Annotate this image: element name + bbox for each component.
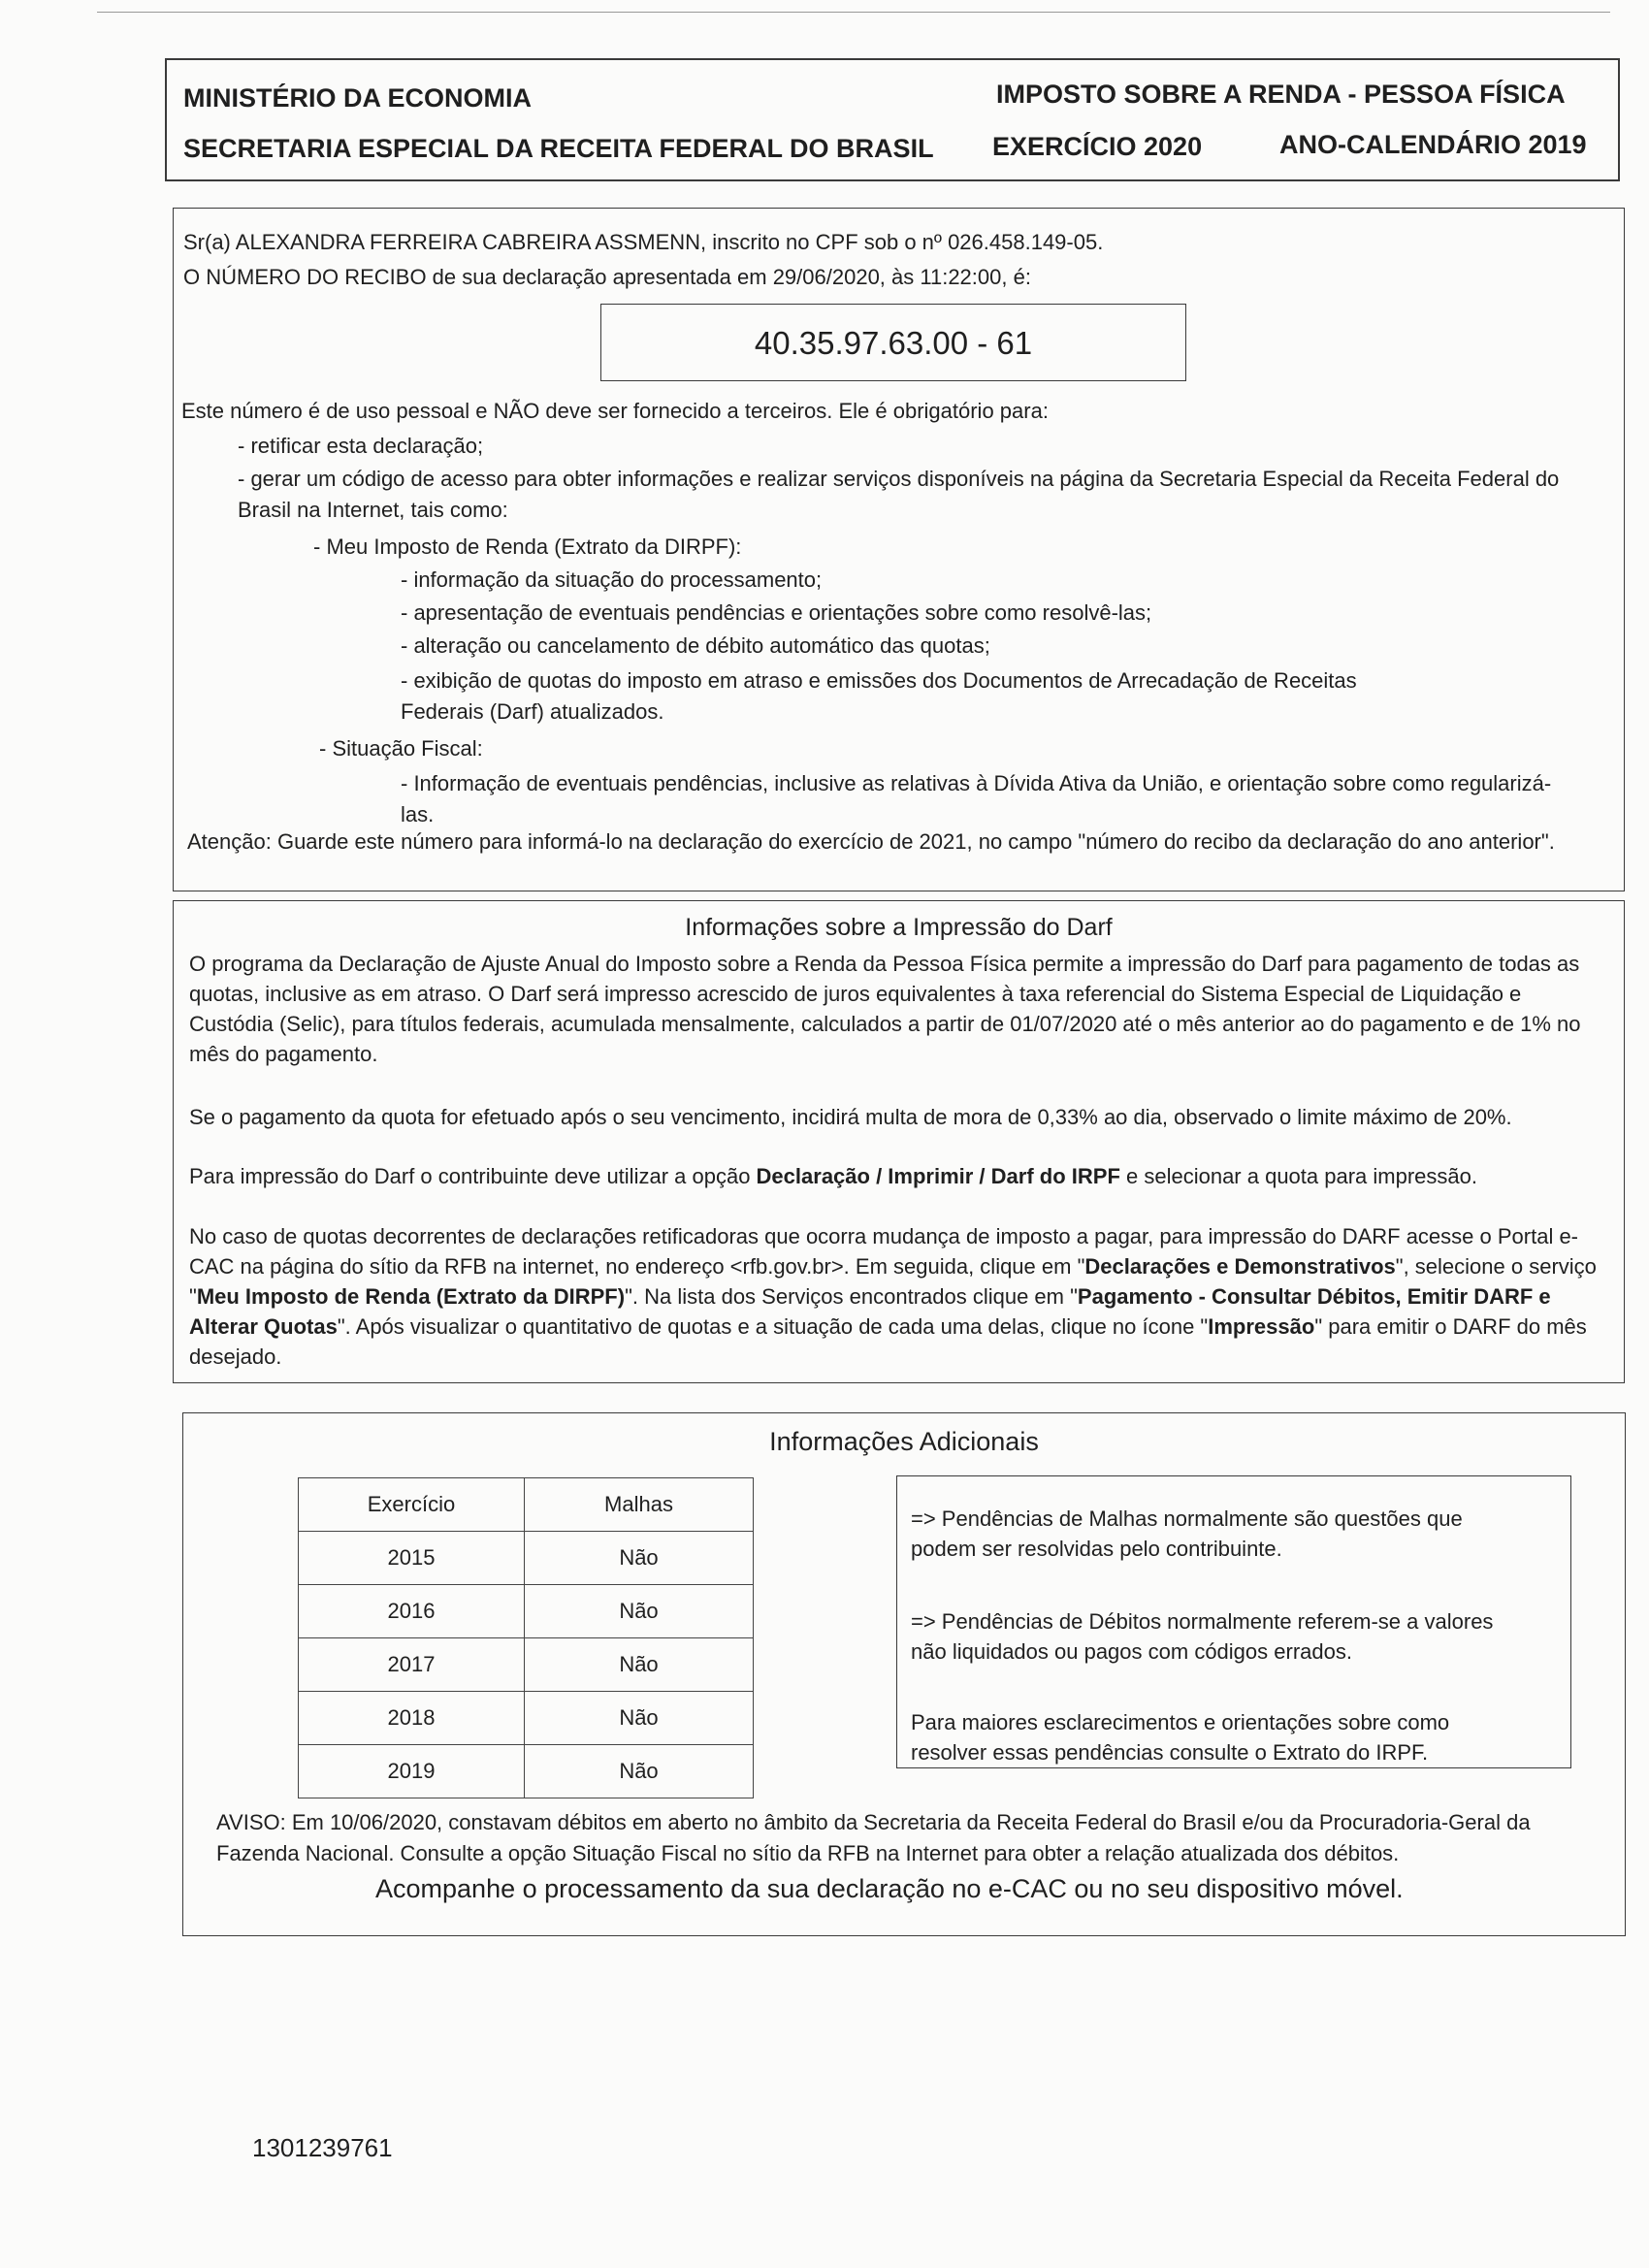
darf-p4-line xyxy=(189,1281,1597,1312)
personal-use-warning: Este número é de uso pessoal e NÃO deve ser fornecido a terceiros. Ele é obrigatório para: xyxy=(181,399,1049,423)
table-cell: 2017 xyxy=(299,1638,525,1692)
darf-p3-text: Para impressão do Darf o contribuinte deve utilizar a opção xyxy=(189,1164,757,1188)
darf-p1-line: mês do pagamento. xyxy=(189,1042,378,1066)
malhas-table xyxy=(298,1477,754,1798)
item-situacao-fiscal: - Situação Fiscal: xyxy=(319,736,483,761)
table-row xyxy=(299,1745,754,1798)
darf-paragraph-3 xyxy=(189,1161,1477,1191)
darf-p4-text: ". Na lista dos Serviços encontrados clique em " xyxy=(625,1284,1078,1309)
darf-paragraph-1 xyxy=(189,949,1620,1069)
darf-p1-line: Custódia (Selic), para títulos federais, acumulada mensalmente, calculados a partir de 01/07/2020 até o mês anterior ao do pagamento e de 1% no xyxy=(189,1012,1581,1036)
notice-line: AVISO: Em 10/06/2020, constavam débitos em aberto no âmbito da Secretaria da Receita Federal do Brasil e/ou da Procuradoria-Geral da xyxy=(216,1810,1531,1834)
darf-p1-line: O programa da Declaração de Ajuste Anual do Imposto sobre a Renda da Pessoa Física permite a impressão do Darf para pagamento de todas as xyxy=(189,952,1580,976)
darf-p4-text: " para emitir o DARF do mês xyxy=(1314,1314,1587,1339)
calendar-year-label: ANO-CALENDÁRIO 2019 xyxy=(1279,130,1587,159)
attention-note: Atenção: Guarde este número para informá-lo na declaração do exercício de 2021, no campo "número do recibo da declaração do ano anterior". xyxy=(187,829,1555,854)
secretariat-title: SECRETARIA ESPECIAL DA RECEITA FEDERAL DO BRASIL xyxy=(183,134,934,163)
darf-p4-bold: Meu Imposto de Renda (Extrato da DIRPF) xyxy=(196,1284,626,1309)
table-row xyxy=(299,1585,754,1638)
table-cell: 2019 xyxy=(299,1745,525,1798)
receipt-intro-line: O NÚMERO DO RECIBO de sua declaração apresentada em 29/06/2020, às 11:22:00, é: xyxy=(183,265,1031,289)
receipt-number: 40.35.97.63.00 - 61 xyxy=(754,325,1033,361)
additional-info-title: Informações Adicionais xyxy=(769,1427,1039,1456)
note-malhas xyxy=(911,1504,1463,1564)
table-cell: Não xyxy=(525,1585,754,1638)
notice-line: Fazenda Nacional. Consulte a opção Situação Fiscal no sítio da RFB na Internet para obter a relação atualizada dos débitos. xyxy=(216,1841,1400,1865)
debt-notice xyxy=(216,1807,1531,1869)
darf-p4-line xyxy=(189,1251,1597,1281)
note-esclarecimentos xyxy=(911,1707,1449,1767)
darf-p4-line: No caso de quotas decorrentes de declarações retificadoras que ocorra mudança de imposto a pagar, para impressão do DARF acesse o Portal e- xyxy=(189,1224,1579,1248)
darf-p3-text: e selecionar a quota para impressão. xyxy=(1119,1164,1477,1188)
ministry-title: MINISTÉRIO DA ECONOMIA xyxy=(183,83,533,113)
table-row xyxy=(299,1638,754,1692)
table-row xyxy=(299,1532,754,1585)
taxpayer-line: Sr(a) ALEXANDRA FERREIRA CABREIRA ASSMENN, inscrito no CPF sob o nº 026.458.149-05. xyxy=(183,230,1104,254)
darf-p4-bold: Declarações e Demonstrativos xyxy=(1084,1254,1396,1279)
darf-p4-bold: Pagamento - Consultar Débitos, Emitir DARF xyxy=(1077,1284,1534,1309)
darf-title: Informações sobre a Impressão do Darf xyxy=(685,914,1113,941)
pendencias-notes-box xyxy=(896,1475,1571,1768)
darf-p4-text: ", selecione o serviço xyxy=(1395,1254,1597,1279)
item-gerar-codigo: - gerar um código de acesso para obter informações e realizar serviços disponíveis na página da Secretaria Especial da Receita Federal do xyxy=(238,467,1560,491)
darf-paragraph-2: Se o pagamento da quota for efetuado após o seu vencimento, incidirá multa de mora de 0,33% ao dia, observado o limite máximo de 20%. xyxy=(189,1105,1512,1129)
table-cell: Não xyxy=(525,1532,754,1585)
darf-p1-line: quotas, inclusive as em atraso. O Darf será impresso acrescido de juros equivalentes à taxa referencial do Sistema Especial de Liquidação e xyxy=(189,982,1522,1006)
darf-p4-line: desejado. xyxy=(189,1345,282,1369)
tax-title: IMPOSTO SOBRE A RENDA - PESSOA FÍSICA xyxy=(996,80,1566,109)
item-quotas-atraso: - exibição de quotas do imposto em atraso e emissões dos Documentos de Arrecadação de Receitas xyxy=(401,668,1357,693)
scan-top-line xyxy=(97,12,1610,13)
darf-p4-text: CAC na página do sítio da RFB na internet, no endereço <rfb.gov.br>. Em seguida, clique em " xyxy=(189,1254,1085,1279)
note-line: => Pendências de Malhas normalmente são questões que xyxy=(911,1507,1463,1531)
note-line: não liquidados ou pagos com códigos errados. xyxy=(911,1639,1352,1664)
follow-processing-note: Acompanhe o processamento da sua declaração no e-CAC ou no seu dispositivo móvel. xyxy=(375,1874,1404,1903)
note-debitos xyxy=(911,1606,1493,1667)
item-divida-ativa: - Informação de eventuais pendências, inclusive as relativas à Dívida Ativa da União, e orientação sobre como regularizá- xyxy=(401,771,1552,795)
table-row xyxy=(299,1692,754,1745)
darf-p4-bold: Alterar Quotas xyxy=(189,1314,338,1339)
item-retificar: - retificar esta declaração; xyxy=(238,434,484,458)
table-cell: Não xyxy=(525,1745,754,1798)
table-cell: Não xyxy=(525,1692,754,1745)
item-debito-automatico: - alteração ou cancelamento de débito automático das quotas; xyxy=(401,633,990,658)
item-quotas-atraso-cont: Federais (Darf) atualizados. xyxy=(401,699,664,724)
item-divida-ativa-cont: las. xyxy=(401,802,435,826)
table-cell: 2015 xyxy=(299,1532,525,1585)
header-box xyxy=(165,58,1620,181)
table-cell: Não xyxy=(525,1638,754,1692)
note-line: podem ser resolvidas pelo contribuinte. xyxy=(911,1537,1282,1561)
item-pendencias: - apresentação de eventuais pendências e orientações sobre como resolvê-las; xyxy=(401,600,1152,625)
item-meu-imposto: - Meu Imposto de Renda (Extrato da DIRPF): xyxy=(313,535,742,559)
document-code: 1301239761 xyxy=(252,2133,393,2162)
darf-paragraph-4 xyxy=(189,1221,1597,1372)
exercise-label: EXERCÍCIO 2020 xyxy=(992,132,1203,161)
table-cell: 2018 xyxy=(299,1692,525,1745)
darf-section xyxy=(173,900,1625,1383)
darf-p4-text: " xyxy=(189,1284,197,1309)
table-cell: 2016 xyxy=(299,1585,525,1638)
darf-p4-bold: e xyxy=(1533,1284,1551,1309)
darf-p4-text: ". Após visualizar o quantitativo de quotas e a situação de cada uma delas, clique no ícone " xyxy=(337,1314,1209,1339)
table-header: Exercício xyxy=(299,1478,525,1532)
table-header: Malhas xyxy=(525,1478,754,1532)
receipt-section xyxy=(173,208,1625,891)
note-line: => Pendências de Débitos normalmente referem-se a valores xyxy=(911,1609,1494,1634)
item-situacao-processamento: - informação da situação do processamento; xyxy=(401,567,823,592)
darf-p3-option: Declaração / Imprimir / Darf do IRPF xyxy=(756,1164,1120,1188)
darf-p4-bold: Impressão xyxy=(1208,1314,1315,1339)
item-gerar-codigo-cont: Brasil na Internet, tais como: xyxy=(238,498,508,522)
note-line: resolver essas pendências consulte o Extrato do IRPF. xyxy=(911,1740,1429,1765)
darf-p4-line xyxy=(189,1312,1597,1342)
receipt-number-box xyxy=(600,304,1186,381)
additional-info-section xyxy=(182,1412,1626,1936)
note-line: Para maiores esclarecimentos e orientações sobre como xyxy=(911,1710,1450,1734)
table-header-row xyxy=(299,1478,754,1532)
